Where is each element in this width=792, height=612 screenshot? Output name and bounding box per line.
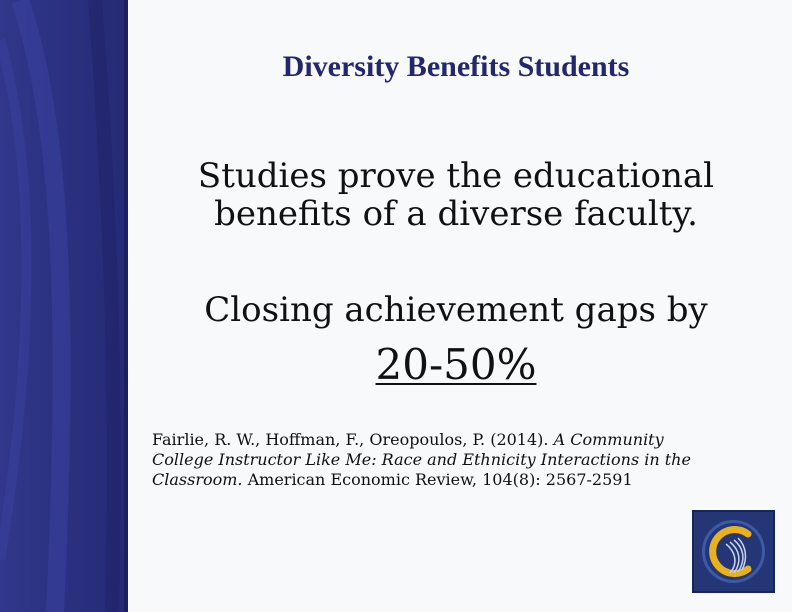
- claim-text: Closing achievement gaps by: [204, 290, 708, 330]
- citation: [152, 430, 727, 490]
- statement-text: Studies prove the educational benefits of a diverse faculty.: [197, 156, 715, 234]
- citation-authors: Fairlie, R. W., Hoffman, F., Oreopoulos, P. (2014).: [152, 430, 549, 449]
- statistic-value: [150, 338, 762, 392]
- logo-mark-icon: [694, 512, 773, 591]
- college-logo-icon: [692, 510, 775, 593]
- statistic-number: 20-50%: [375, 340, 537, 389]
- citation-work-title: A Community College Instructor Like Me: Race and Ethnicity Interactions in the Classroom.: [152, 430, 691, 489]
- decorative-sidebar: [0, 0, 128, 612]
- slide-title: Diversity Benefits Students: [282, 50, 630, 83]
- citation-journal: American Economic Review, 104(8): 2567-2591: [247, 470, 633, 489]
